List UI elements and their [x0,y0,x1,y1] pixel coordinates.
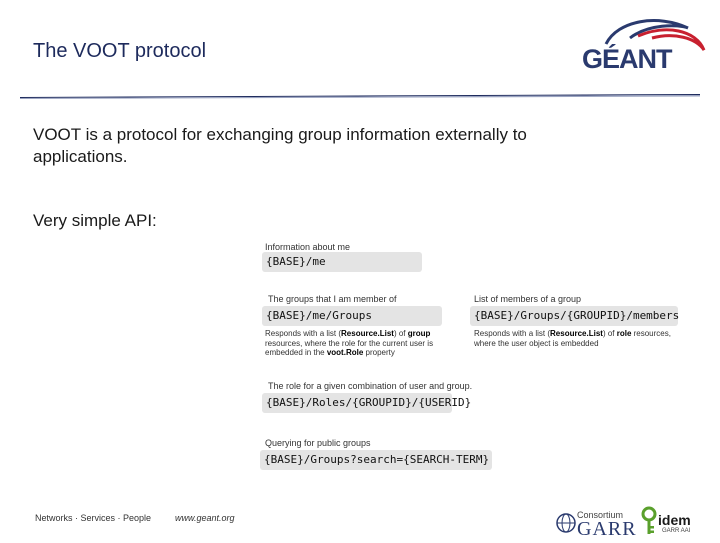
groups-description: Responds with a list (Resource.List) of group resources, where the role for the current user is embedded in the voot.Role property [265,329,434,357]
members-caption: List of members of a group [474,294,582,304]
idem-logo-text: idem [658,512,691,528]
intro-text: VOOT is a protocol for exchanging group information externally to applications. [33,125,527,166]
slide-title: The VOOT protocol [33,40,207,62]
me-caption: Information about me [265,242,351,252]
idem-logo-subtext: GARR AAI [662,528,691,534]
header-divider [20,92,700,100]
roles-endpoint: {BASE}/Roles/{GROUPID}/{USERID} [262,393,452,413]
footer-url[interactable]: www.geant.org [175,513,235,523]
roles-caption: The role for a given combination of user and group. [268,381,473,391]
members-endpoint: {BASE}/Groups/{GROUPID}/members [470,306,678,326]
groups-caption: The groups that I am member of [268,294,397,304]
garr-globe-icon [555,508,577,538]
groups-endpoint: {BASE}/me/Groups [262,306,442,326]
members-description: Responds with a list (Resource.List) of role resources, where the user object is embedded [474,329,671,348]
garr-logo-text: GARR [577,518,637,540]
search-caption: Querying for public groups [265,438,371,448]
footer-tagline: Networks · Services · People [35,513,152,523]
geant-logo-text: GÉANT [582,44,672,74]
me-endpoint: {BASE}/me [262,252,422,272]
garr-logo [555,508,635,538]
api-label: Very simple API: [33,211,157,230]
geant-logo [578,16,708,78]
garr-logo-caption: Consortium [577,510,624,520]
search-endpoint: {BASE}/Groups?search={SEARCH-TERM} [260,450,492,470]
idem-logo [640,506,710,540]
idem-key-icon [640,506,658,536]
